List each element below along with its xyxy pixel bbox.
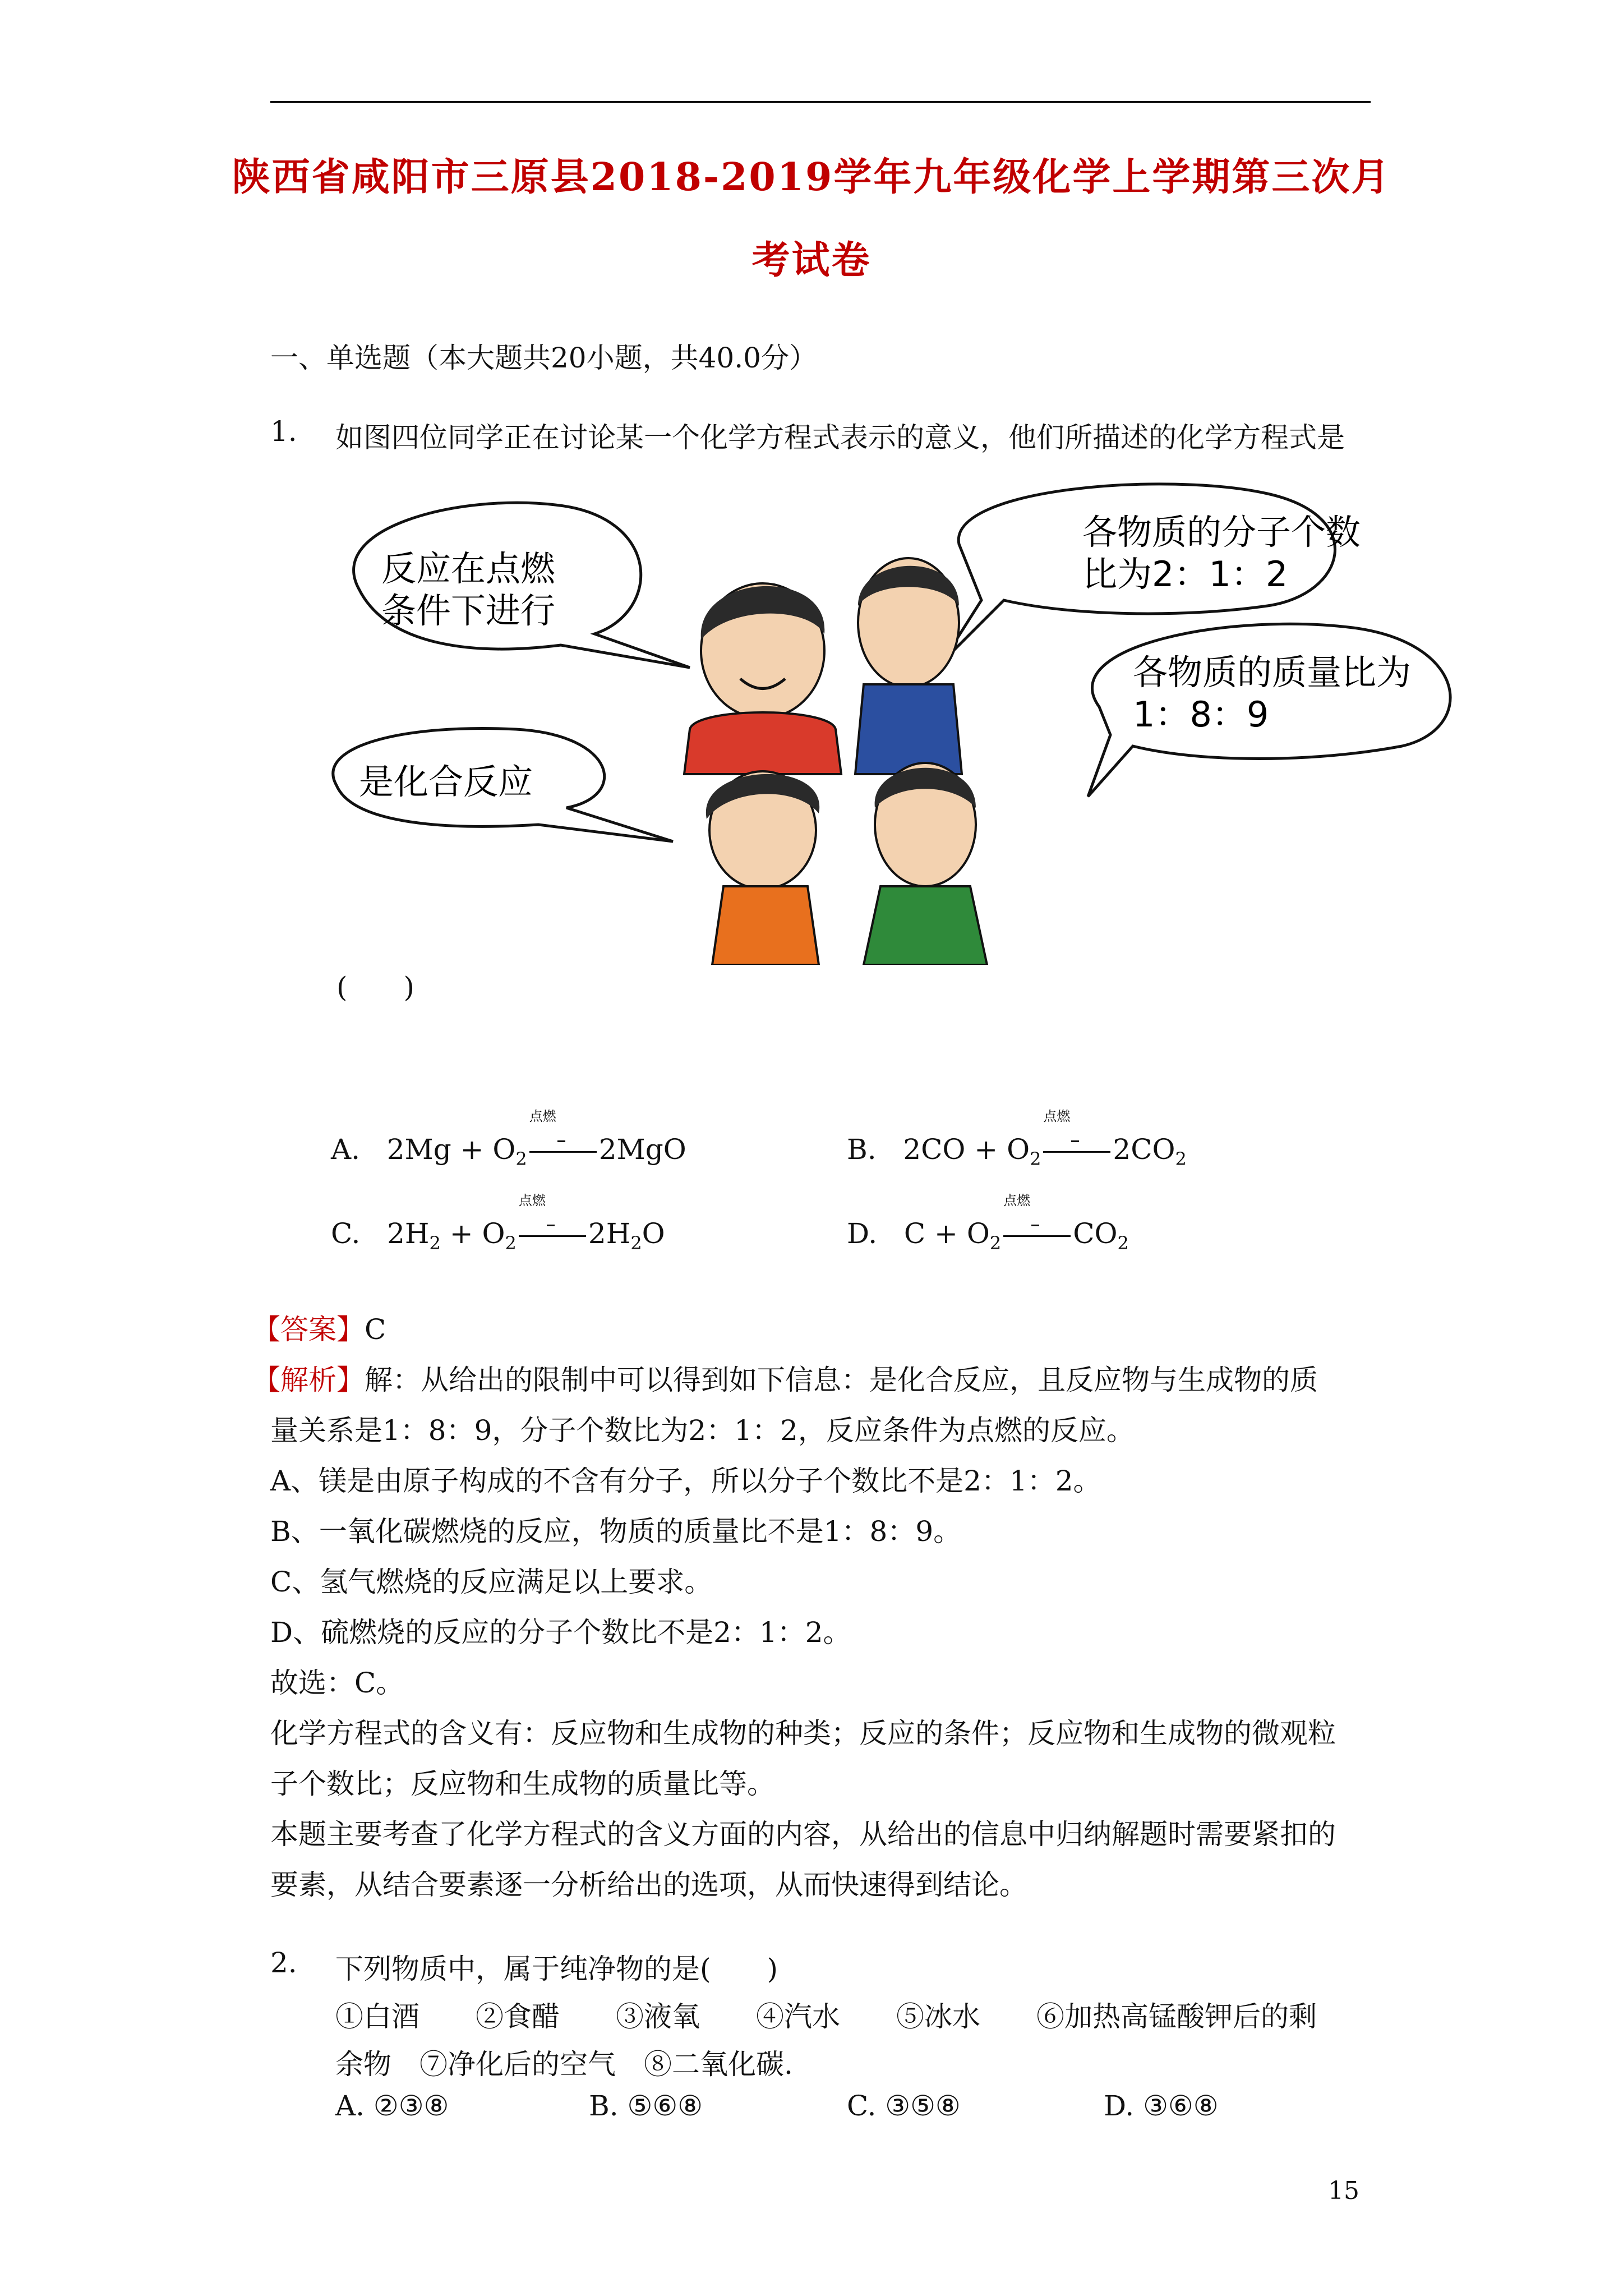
equation-line <box>1043 1151 1110 1153</box>
q2-items-line2: 余物 ⑦净化后的空气 ⑧二氧化碳. <box>335 2048 793 2081</box>
q2-option-d[interactable]: D. ③⑥⑧ <box>1104 2090 1219 2122</box>
q1-number: 1. <box>270 415 297 448</box>
q1-analysis-line-3: A、镁是由原子构成的不含有分子，所以分子个数比不是2：1：2。 <box>270 1465 1101 1497</box>
bubble-middle-right-line2: 1：8：9 <box>1133 694 1269 735</box>
condition-label: 点燃 <box>529 1108 556 1124</box>
q2-option-c[interactable]: C. ③⑤⑧ <box>847 2090 961 2122</box>
bubble-bottom-left-text: 是化合反应 <box>359 761 533 802</box>
q1-analysis-line-11: 要素，从结合要素逐一分析给出的选项，从而快速得到结论。 <box>270 1869 1027 1901</box>
q2-items-line1: ①白酒 ②食醋 ③液氧 ④汽水 ⑤冰水 ⑥加热高锰酸钾后的剩 <box>335 2000 1317 2033</box>
speech-bubble-top-left <box>354 503 690 668</box>
answer-value: C <box>365 1313 386 1346</box>
q1-option-d[interactable]: D. $C + O_2$ 点燃 $CO_2$ <box>847 1217 1129 1254</box>
bubble-top-right-line1: 各物质的分子个数 <box>1082 512 1361 553</box>
q1-answer-blank: ( ) <box>336 971 415 1004</box>
q2-number: 2. <box>270 1947 297 1979</box>
condition-label: 点燃 <box>1003 1193 1031 1208</box>
bubble-top-right-line2: 比为2：1：2 <box>1082 554 1288 595</box>
q2-option-b[interactable]: B. ⑤⑥⑧ <box>589 2090 703 2122</box>
bubble-top-left-line2: 条件下进行 <box>381 590 556 631</box>
q1-illustration <box>303 482 1604 965</box>
option-d-letter: D. <box>847 1217 878 1250</box>
document-title-line1: 陕西省咸阳市三原县2018-2019学年九年级化学上学期第三次月 <box>232 155 1391 200</box>
student-bottom-right <box>864 763 987 965</box>
student-bottom-left <box>706 771 819 965</box>
q2-option-a[interactable]: A. ②③⑧ <box>335 2090 449 2122</box>
header-rule <box>270 101 1371 103</box>
bubble-top-left-line1: 反应在点燃 <box>381 548 556 589</box>
bubble-middle-right-line1: 各物质的质量比为 <box>1133 652 1412 693</box>
q1-option-b[interactable]: B. $2CO + O_2$ 点燃 $2CO_2$ <box>847 1133 1187 1170</box>
q1-answer <box>252 1307 386 1347</box>
q1-analysis-line-6: D、硫燃烧的反应的分子个数比不是2：1：2。 <box>270 1616 851 1649</box>
q1-analysis-line-8: 化学方程式的含义有：反应物和生成物的种类；反应的条件；反应物和生成物的微观粒 <box>270 1717 1336 1750</box>
q1-analysis-line-9: 子个数比；反应物和生成物的质量比等。 <box>270 1768 775 1800</box>
analysis-tag: 【解析】 <box>252 1364 365 1396</box>
q1-analysis-line-1: 【解析】解：从给出的限制中可以得到如下信息：是化合反应，且反应物与生成物的质 <box>252 1364 1318 1396</box>
q1-analysis-line-4: B、一氧化碳燃烧的反应，物质的质量比不是1：8：9。 <box>270 1515 962 1548</box>
equation-line <box>519 1235 586 1237</box>
q1-stem: 如图四位同学正在讨论某一个化学方程式表示的意义，他们所描述的化学方程式是 <box>335 421 1345 454</box>
option-a-letter: A. <box>331 1133 361 1166</box>
equation-line <box>529 1151 597 1153</box>
equation-line <box>1003 1235 1071 1237</box>
option-c-letter: C. <box>331 1217 361 1250</box>
q1-option-c[interactable]: C. $2H_2 + O_2$ 点燃 $2H_2O$ <box>331 1217 665 1254</box>
student-top-right <box>855 558 962 774</box>
option-b-letter: B. <box>847 1133 877 1166</box>
speech-bubble-bottom-left <box>333 728 673 841</box>
speech-bubble-middle-right <box>1088 624 1450 797</box>
q1-option-a[interactable]: A. $2Mg + O_2$ 点燃 2MgO <box>331 1133 686 1170</box>
q1-analysis-line-2: 量关系是1：8：9，分子个数比为2：1：2，反应条件为点燃的反应。 <box>270 1414 1135 1447</box>
condition-label: 点燃 <box>1043 1108 1071 1124</box>
student-top-left <box>684 583 841 774</box>
q1-analysis-line-10: 本题主要考查了化学方程式的含义方面的内容，从给出的信息中归纳解题时需要紧扣的 <box>270 1818 1336 1851</box>
condition-label: 点燃 <box>518 1193 546 1208</box>
q2-stem: 下列物质中，属于纯净物的是( ) <box>335 1953 778 1985</box>
answer-tag: 【答案】 <box>252 1313 365 1346</box>
page-number: 15 <box>1328 2177 1359 2205</box>
section-heading: 一、单选题（本大题共20小题，共40.0分） <box>270 342 817 374</box>
document-title-line2: 考试卷 <box>751 238 872 283</box>
q1-analysis-line-7: 故选：C。 <box>270 1667 404 1699</box>
q1-analysis-line-5: C、氢气燃烧的反应满足以上要求。 <box>270 1566 713 1598</box>
